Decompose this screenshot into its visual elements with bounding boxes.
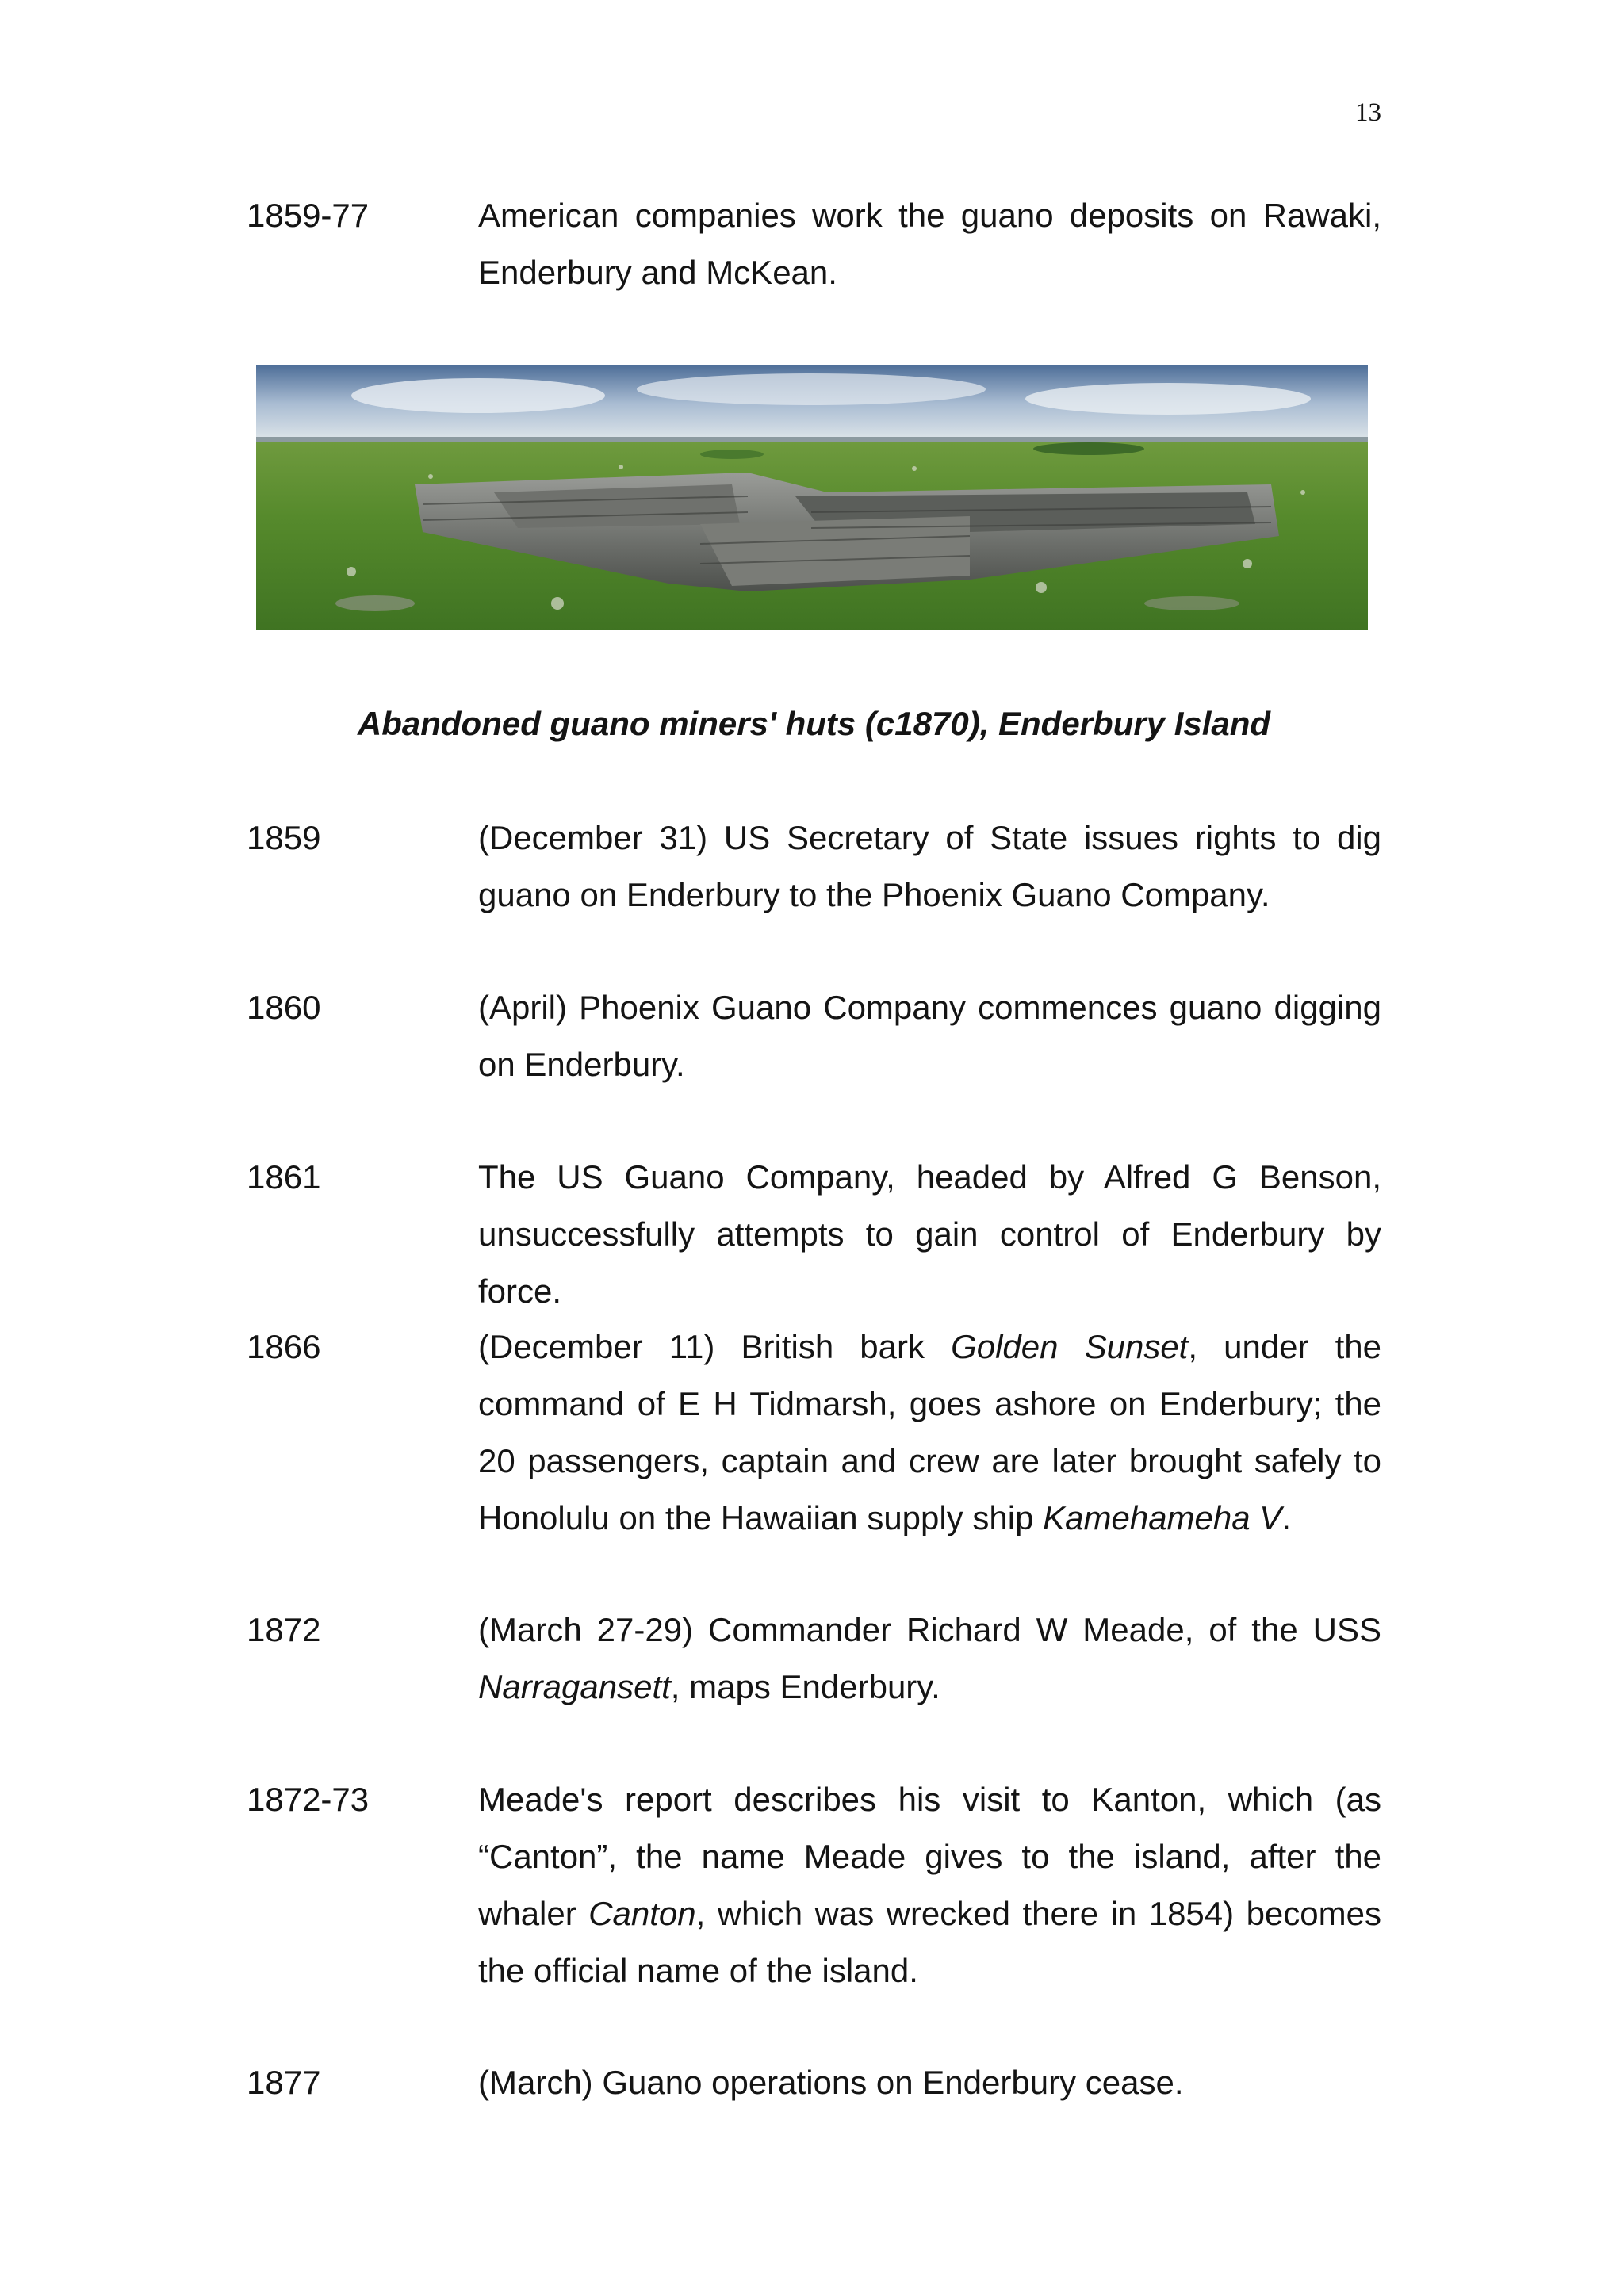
entry-text: (March 27-29) Commander Richard W Meade, of the USS [478, 1611, 1381, 1648]
entry-year: 1861 [247, 1158, 321, 1196]
entry-text: Meade's report describes his visit to Kanton, which (as “Canton”, the name Meade gives to the island, after the whaler [478, 1781, 1381, 1932]
entry-description [478, 1601, 1381, 1716]
entry-description [478, 1149, 1381, 1320]
entry-text: (March) Guano operations on Enderbury cease. [478, 2064, 1184, 2101]
entry-text: (December 11) British bark [478, 1328, 952, 1365]
guano-huts-photo [256, 365, 1368, 630]
entry-year: 1872-73 [247, 1781, 370, 1818]
entry-description [478, 2054, 1381, 2111]
timeline-entry-1866 [247, 1318, 1381, 1547]
ship-name: Golden Sunset [951, 1328, 1189, 1365]
entry-text: The US Guano Company, headed by Alfred G Benson, unsuccessfully attempts to gain control of Enderbury by force. [478, 1158, 1381, 1310]
timeline-entry-1859 [247, 809, 1381, 924]
page-number: 13 [1355, 98, 1381, 127]
timeline-entry-1872-73 [247, 1771, 1381, 1999]
entry-description [478, 809, 1381, 924]
entry-text: , which was wrecked there in 1854) becomes the official name of the island. [478, 1895, 1381, 1989]
entry-description [478, 979, 1381, 1093]
entry-text: , under the command of E H Tidmarsh, goes ashore on Enderbury; the 20 passengers, captain and crew are later brought safely to Honolulu on the Hawaiian supply ship [478, 1328, 1381, 1536]
entry-text: , maps Enderbury. [670, 1668, 940, 1705]
entry-year: 1859-77 [247, 197, 370, 234]
entry-text: (December 31) US Secretary of State issues rights to dig guano on Enderbury to the Phoenix Guano Company. [478, 819, 1381, 913]
entry-year: 1877 [247, 2064, 321, 2101]
timeline-entry-1877 [247, 2054, 1381, 2111]
timeline-entry-1872 [247, 1601, 1381, 1716]
timeline-entry-1861 [247, 1149, 1381, 1320]
entry-text: American companies work the guano deposits on Rawaki, Enderbury and McKean. [478, 197, 1381, 291]
entry-year: 1866 [247, 1328, 321, 1365]
entry-year: 1872 [247, 1611, 321, 1648]
ship-name: Kamehameha V [1043, 1499, 1282, 1536]
entry-description [478, 1318, 1381, 1547]
figure-caption: Abandoned guano miners' huts (c1870), Enderbury Island [357, 705, 1271, 742]
ship-name: Narragansett [478, 1668, 671, 1705]
entry-text: . [1281, 1499, 1291, 1536]
timeline-entry-1859-77 [247, 187, 1381, 301]
entry-text: (April) Phoenix Guano Company commences guano digging on Enderbury. [478, 989, 1381, 1083]
entry-year: 1859 [247, 819, 321, 856]
entry-year: 1860 [247, 989, 321, 1026]
timeline-entry-1860 [247, 979, 1381, 1093]
entry-description [478, 1771, 1381, 1999]
ship-name: Canton [588, 1895, 696, 1932]
entry-description [478, 187, 1381, 301]
